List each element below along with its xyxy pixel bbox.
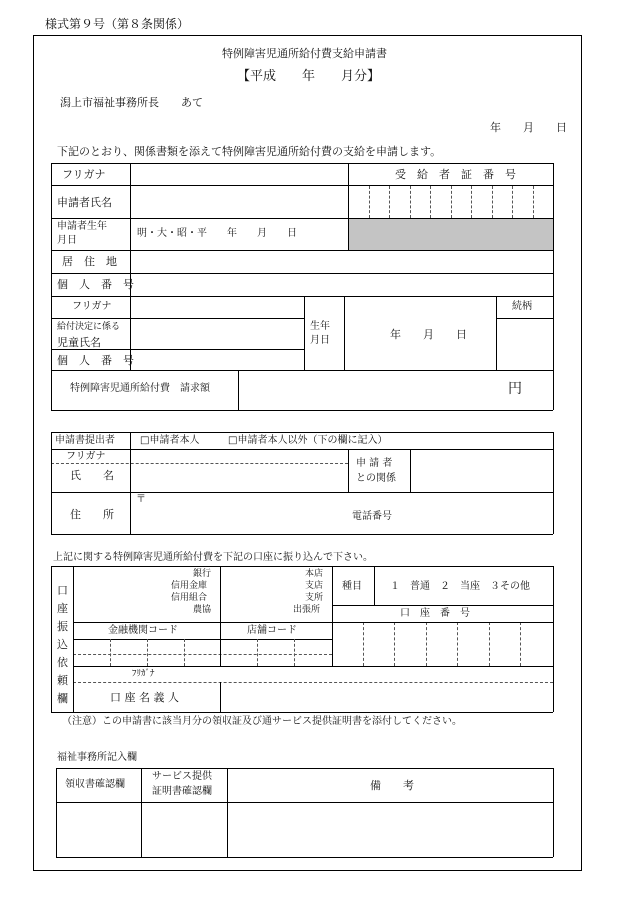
child-name-label-1: 給付決定に係る <box>57 322 121 332</box>
inst-type-kumiai: 信用組合 <box>171 593 208 603</box>
address-label: 居 住 地 <box>62 255 117 268</box>
form-title: 特例障害児通所給付費支給申請書 <box>222 47 387 60</box>
phone-label: 電話番号 <box>352 511 392 522</box>
recipient-number-label: 受 給 者 証 番 号 <box>395 168 516 181</box>
bank-side-label-6: 欄 <box>57 692 68 705</box>
applicant-birth-label-1: 申請者生年 <box>57 221 107 232</box>
applicant-era-options: 明・大・昭・平 年 月 日 <box>137 228 297 239</box>
account-type-options: １ 普通 ２ 当座 ３その他 <box>390 581 530 592</box>
claim-unit: 円 <box>508 381 522 397</box>
receipt-check-label: 領収書確認欄 <box>65 779 125 790</box>
branch-code-label: 店舗コード <box>247 625 297 636</box>
bank-side-label-2: 振 <box>57 620 68 633</box>
submitter-label: 申請書提出者 <box>55 435 115 446</box>
child-name-label-2: 児童氏名 <box>57 336 101 349</box>
bank-side-label-1: 座 <box>57 602 68 615</box>
bank-side-label-5: 頼 <box>57 674 68 687</box>
branch-type-agency: 出張所 <box>293 605 321 615</box>
child-birth-label-2: 月日 <box>310 335 330 346</box>
bank-heading: 上記に関する特例障害児通所給付費を下記の口座に振り込んで下さい。 <box>53 552 373 563</box>
bank-side-label-3: 込 <box>57 638 68 651</box>
date-line: 年 月 日 <box>490 121 567 134</box>
child-birth-ymd: 年 月 日 <box>390 328 467 341</box>
child-personal-number-label: 個 人 番 号 <box>57 354 134 367</box>
office-heading: 福祉事務所記入欄 <box>57 752 137 763</box>
submitter-furigana-label: フリガナ <box>66 451 106 462</box>
branch-type-office: 支所 <box>305 593 324 603</box>
account-number-label: 口 座 番 号 <box>400 608 470 619</box>
bank-code-label: 金融機関コード <box>108 625 178 636</box>
addressee: 潟上市福祉事務所長 あて <box>60 96 203 109</box>
attachment-note: （注意）この申請書に該当月分の領収証及び通サービス提供証明書を添付してください。 <box>62 716 462 727</box>
child-birth-label-1: 生年 <box>310 321 330 332</box>
inst-type-nokyo: 農協 <box>193 605 212 615</box>
submitter-option-self[interactable]: □申請者本人 <box>140 435 200 446</box>
submitter-name-label: 氏 名 <box>70 469 114 482</box>
intro-text: 下記のとおり、関係書類を添えて特例障害児通所給付費の支給を申請します。 <box>57 145 442 158</box>
service-check-label-2: 証明書確認欄 <box>152 786 212 797</box>
applicant-name-label: 申請者氏名 <box>57 196 112 209</box>
submitter-option-other[interactable]: □申請者本人以外（下の欄に記入） <box>228 435 388 446</box>
claim-label: 特例障害児通所給付費 請求額 <box>70 383 210 394</box>
account-type-label: 種目 <box>342 581 362 592</box>
form-number: 様式第９号（第８条関係） <box>45 17 190 31</box>
submitter-relation-label-2: との関係 <box>356 473 396 484</box>
remarks-label: 備 考 <box>370 779 414 792</box>
inst-type-shinkin: 信用金庫 <box>171 581 208 591</box>
form-frame <box>33 35 582 871</box>
submitter-address-label: 住 所 <box>70 508 114 521</box>
holder-furigana-label: ﾌﾘｶﾞﾅ <box>132 669 155 679</box>
branch-type-branch: 支店 <box>305 581 324 591</box>
bank-side-label-4: 依 <box>57 656 68 669</box>
postal-mark: 〒 <box>136 494 146 505</box>
inst-type-bank: 銀行 <box>193 569 212 579</box>
bank-side-label-0: 口 <box>57 584 68 597</box>
applicant-personal-number-label: 個 人 番 号 <box>57 278 134 291</box>
branch-type-main: 本店 <box>305 569 324 579</box>
submitter-relation-label-1: 申 請 者 <box>356 458 393 469</box>
applicant-birth-label-2: 月日 <box>57 235 77 246</box>
account-holder-label: 口 座 名 義 人 <box>110 691 179 704</box>
relation-label: 続柄 <box>512 301 532 312</box>
shaded-cell <box>348 218 553 250</box>
applicant-furigana-label: フリガナ <box>62 168 106 181</box>
period-line: 【平成 年 月分】 <box>237 69 381 84</box>
child-furigana-label: フリガナ <box>72 301 112 312</box>
service-check-label-1: サービス提供 <box>152 771 212 782</box>
